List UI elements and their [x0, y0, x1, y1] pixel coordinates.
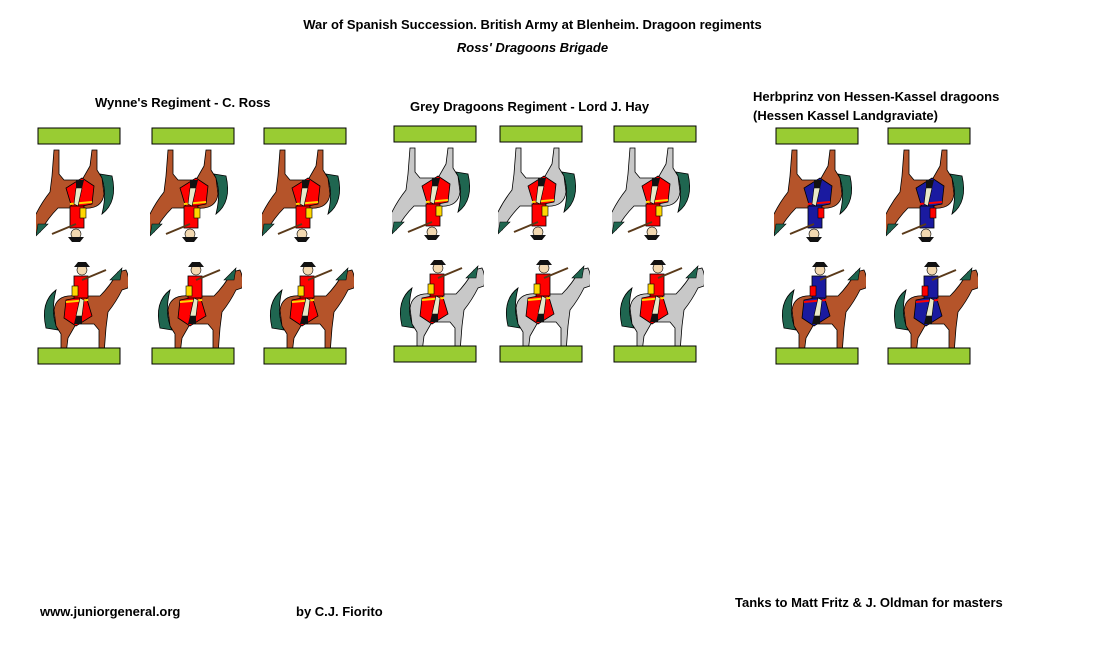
- dragoon-rear-view: [392, 148, 470, 240]
- figure-base-top: [38, 128, 120, 144]
- dragoon-figure: [392, 124, 484, 366]
- dragoon-figure: [612, 124, 704, 366]
- website-link: www.juniorgeneral.org: [40, 604, 181, 619]
- author-credit: by C.J. Fiorito: [296, 604, 383, 619]
- figure-base-bottom: [38, 348, 120, 364]
- dragoon-front-view: [400, 260, 484, 352]
- regiment-label-wynne: Wynne's Regiment - C. Ross: [95, 95, 271, 110]
- figure-base-bottom: [152, 348, 234, 364]
- dragoon-front-view: [158, 262, 242, 354]
- dragoon-rear-view: [612, 148, 690, 240]
- dragoon-figure: [774, 126, 866, 368]
- dragoon-rear-view: [150, 150, 228, 242]
- dragoon-figure: [886, 126, 978, 368]
- page-title: War of Spanish Succession. British Army at Blenheim. Dragoon regiments: [303, 17, 762, 32]
- dragoon-front-view: [782, 262, 866, 354]
- figure-base-bottom: [500, 346, 582, 362]
- figure-base-top: [888, 128, 970, 144]
- figure-base-bottom: [614, 346, 696, 362]
- figure-base-top: [152, 128, 234, 144]
- regiment-label-grey-dragoons: Grey Dragoons Regiment - Lord J. Hay: [410, 99, 650, 114]
- dragoon-rear-view: [886, 150, 964, 242]
- dragoon-figure: [262, 126, 354, 368]
- figure-base-bottom: [888, 348, 970, 364]
- dragoon-front-view: [506, 260, 590, 352]
- figure-base-top: [394, 126, 476, 142]
- dragoon-figure: [36, 126, 128, 368]
- figure-base-top: [614, 126, 696, 142]
- dragoon-rear-view: [498, 148, 576, 240]
- regiment-label-hessen-line2: (Hessen Kassel Landgraviate): [753, 108, 938, 123]
- figure-base-top: [500, 126, 582, 142]
- dragoon-rear-view: [262, 150, 340, 242]
- dragoon-rear-view: [774, 150, 852, 242]
- dragoon-front-view: [270, 262, 354, 354]
- dragoon-front-view: [620, 260, 704, 352]
- regiment-label-hessen-line1: Herbprinz von Hessen-Kassel dragoons: [753, 89, 1000, 104]
- figure-base-bottom: [264, 348, 346, 364]
- dragoon-figure: [498, 124, 590, 366]
- figure-base-bottom: [394, 346, 476, 362]
- dragoon-rear-view: [36, 150, 114, 242]
- figure-base-top: [264, 128, 346, 144]
- page-subtitle: Ross' Dragoons Brigade: [456, 40, 609, 55]
- dragoon-front-view: [44, 262, 128, 354]
- masters-credit: Tanks to Matt Fritz & J. Oldman for masters: [735, 595, 1003, 610]
- figure-base-top: [776, 128, 858, 144]
- figure-base-bottom: [776, 348, 858, 364]
- dragoon-front-view: [894, 262, 978, 354]
- dragoon-figure: [150, 126, 242, 368]
